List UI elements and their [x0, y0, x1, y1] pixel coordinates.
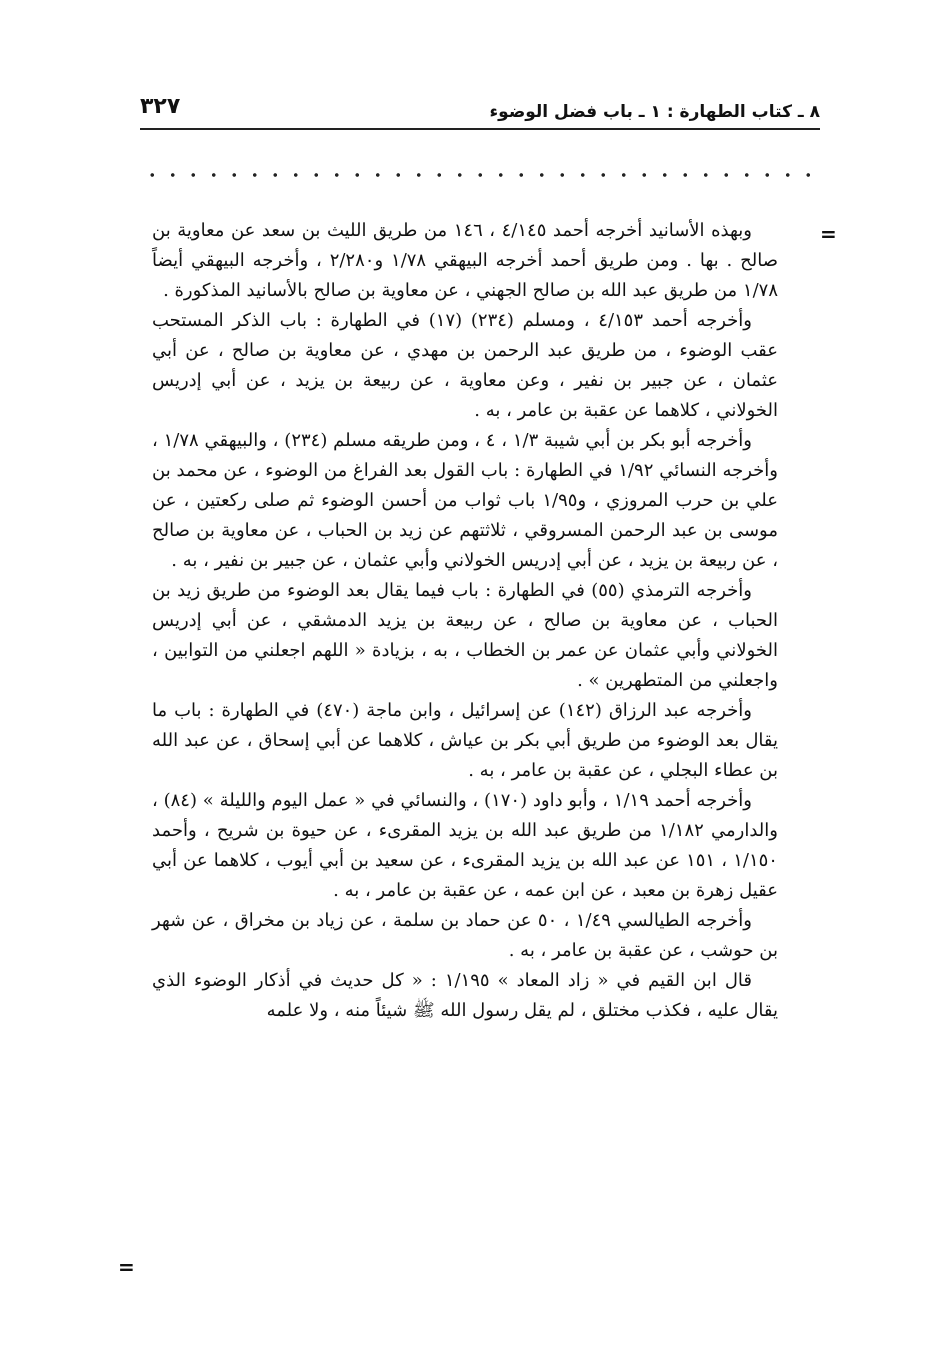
paragraph: وبهذه الأسانيد أخرجه أحمد ٤/١٤٥ ، ١٤٦ من طريق الليث بن سعد عن معاوية بن صالح . بها . ومن طريق أحمد أخرجه البيهقي ١/٧٨ و٢/٢٨٠ ، وأخرجه البيهقي أيضاً ١/٧٨ من طريق عبد الله بن صالح الجهني ، عن معاوية بن صالح بالأسانيد المذكورة . [152, 220, 778, 301]
paragraph: وأخرجه أبو بكر بن أبي شيبة ١/٣ ، ٤ ، ومن طريقه مسلم (٢٣٤) ، والبيهقي ١/٧٨ ، وأخرجه النسائي ١/٩٢ في الطهارة : باب القول بعد الفراغ من الوضوء ، عن محمد بن علي بن حرب المروزي ، و١/٩٥ باب ثواب من أحسن الوضوء ثم صلى ركعتين ، عن موسى بن عبد الرحمن المسروقي ، ثلاثتهم عن زيد بن الحباب ، عن معاوية بن صالح ، عن ربيعة بن يزيد ، عن أبي إدريس الخولاني وأبي عثمان ، عن جبير بن نفير ، به . [152, 430, 778, 571]
footnote-text [152, 216, 778, 1026]
running-header [140, 88, 820, 128]
continuation-mark-top: = [820, 222, 837, 246]
paragraph: وأخرجه عبد الرزاق (١٤٢) عن إسرائيل ، وابن ماجة (٤٧٠) في الطهارة : باب ما يقال بعد الوضوء من طريق أبي بكر بن عياش ، كلاهما عن أبي إسحاق ، عن عبد الله بن عطاء البجلي ، عن عقبة بن عامر ، به . [152, 700, 778, 781]
paragraph: وأخرجه أحمد ٤/١٥٣ ، ومسلم (٢٣٤) (١٧) في الطهارة : باب الذكر المستحب عقب الوضوء ، من طريق عبد الرحمن بن مهدي ، عن معاوية بن صالح ، عن أبي عثمان ، عن جبير بن نفير ، وعن معاوية ، عن ربيعة بن يزيد ، عن أبي إدريس الخولاني ، كلاهما عن عقبة بن عامر ، به . [152, 310, 778, 421]
header-rule [140, 128, 820, 130]
continuation-mark-bottom: = [118, 1255, 135, 1279]
dotted-separator [142, 170, 814, 180]
paragraph: قال ابن القيم في « زاد المعاد » ١/١٩٥ : « كل حديث في أذكار الوضوء الذي يقال عليه ، فكذب مختلق ، لم يقل رسول الله ﷺ شيئاً منه ، ولا علمه [152, 970, 778, 1021]
paragraph: وأخرجه الترمذي (٥٥) في الطهارة : باب فيما يقال بعد الوضوء من طريق زيد بن الحباب ، عن معاوية بن صالح ، عن ربيعة بن يزيد الدمشقي ، عن أبي إدريس الخولاني وأبي عثمان عن عمر بن الخطاب ، به ، بزيادة « اللهم اجعلني من التوابين ، واجعلني من المتطهرين » . [152, 580, 778, 691]
page-number: ٣٢٧ [140, 94, 181, 119]
paragraph: وأخرجه أحمد ١/١٩ ، وأبو داود (١٧٠) ، والنسائي في « عمل اليوم والليلة » (٨٤) ، والدارمي ١/١٨٢ من طريق عبد الله بن يزيد المقرىء ، عن حيوة بن شريح ، وأحمد ١/١٥٠ ، ١٥١ عن عبد الله بن يزيد المقرىء ، عن سعيد بن أبي أيوب ، كلاهما عن أبي عقيل زهرة بن معبد ، عن ابن عمه ، عن عقبة بن عامر ، به . [152, 790, 778, 901]
paragraph: وأخرجه الطيالسي ١/٤٩ ، ٥٠ عن حماد بن سلمة ، عن زياد بن مخراق ، عن شهر بن حوشب ، عن عقبة بن عامر ، به . [152, 910, 778, 961]
chapter-title: ٨ ـ كتاب الطهارة : ١ ـ باب فضل الوضوء [489, 102, 820, 122]
